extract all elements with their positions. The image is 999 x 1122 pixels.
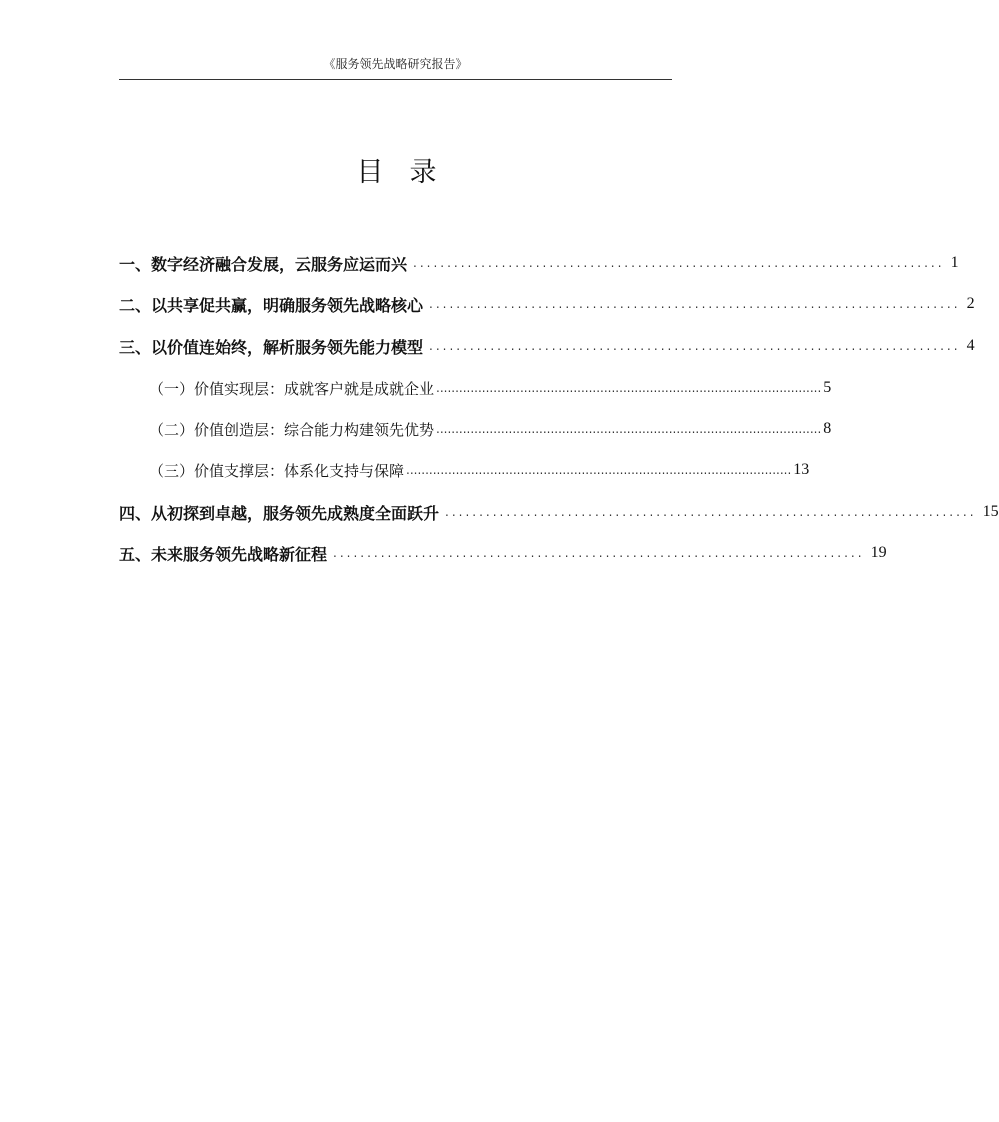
toc-entry-page: 8 [823, 420, 832, 437]
toc-entry-3[interactable] [119, 331, 975, 361]
toc-entry-number: 三、 [119, 337, 152, 357]
toc-entry-page: 5 [823, 379, 832, 396]
toc-entry-5[interactable] [119, 538, 887, 568]
toc-entry-number: （一） [149, 379, 195, 398]
toc-entry-page: 4 [966, 337, 975, 354]
dot-leader: .............................................................................. [333, 546, 865, 560]
dot-leader: ..................................................................................................... [406, 463, 792, 477]
toc-entry-3-2[interactable] [119, 414, 832, 444]
toc-entry-text: 数字经济融合发展，云服务应运而兴 [151, 254, 408, 274]
toc-entry-text: 价值创造层：综合能力构建领先优势 [194, 420, 435, 439]
dot-leader: .............................................................................. [429, 339, 961, 353]
toc-entry-page: 19 [870, 544, 887, 561]
toc-entry-2[interactable] [119, 289, 975, 319]
toc-entry-number: 二、 [119, 295, 152, 315]
dot-leader: ..................................................................................................... [436, 381, 822, 395]
dot-leader: .............................................................................. [445, 505, 977, 519]
toc-entry-text: 从初探到卓越，服务领先成熟度全面跃升 [151, 503, 440, 523]
toc-entry-number: （二） [149, 420, 195, 439]
toc-entry-number: （三） [149, 461, 195, 480]
toc-entry-text: 以共享促共赢，明确服务领先战略核心 [151, 295, 424, 315]
toc-entry-text: 价值实现层：成就客户就是成就企业 [194, 379, 435, 398]
toc-entry-number: 五、 [119, 544, 152, 564]
dot-leader: ..................................................................................................... [436, 422, 822, 436]
toc-entry-1[interactable] [119, 248, 959, 278]
toc-entry-number: 四、 [119, 503, 152, 523]
toc-title: 目录 [356, 157, 463, 188]
toc-entry-text: 价值支撑层：体系化支持与保障 [194, 461, 405, 480]
toc-entry-page: 13 [793, 461, 810, 478]
header-divider [119, 79, 672, 80]
toc-entry-text: 未来服务领先战略新征程 [151, 544, 328, 564]
toc-entry-4[interactable] [119, 497, 999, 527]
toc-entry-3-1[interactable] [119, 373, 832, 403]
toc-entry-page: 15 [982, 503, 999, 520]
dot-leader: .............................................................................. [429, 297, 961, 311]
toc-entry-text: 以价值连始终，解析服务领先能力模型 [151, 337, 424, 357]
toc-entry-number: 一、 [119, 254, 152, 274]
dot-leader: .............................................................................. [413, 256, 945, 270]
toc-entry-page: 1 [950, 254, 959, 271]
toc-entry-page: 2 [966, 295, 975, 312]
running-header: 《服务领先战略研究报告》 [323, 57, 468, 71]
toc-entry-3-3[interactable] [119, 455, 810, 485]
